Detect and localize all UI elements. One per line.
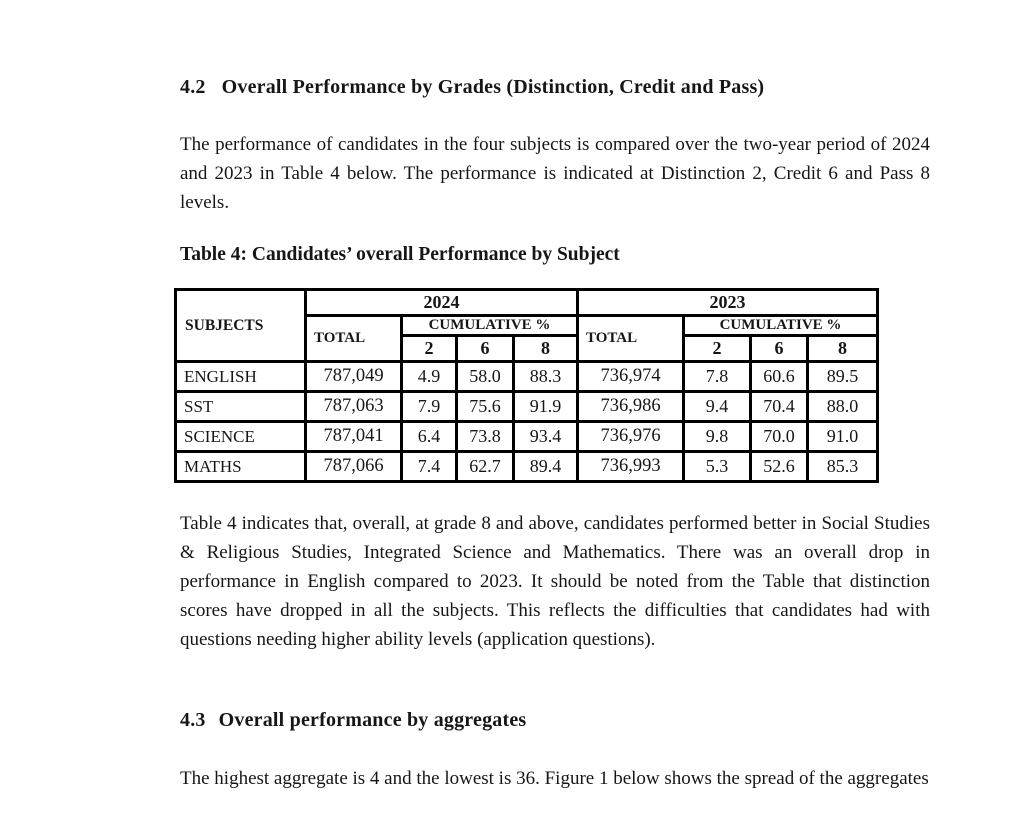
total-2024-cell: 787,066 [306,452,402,482]
table-row-english [176,362,878,392]
grade6-2024-cell: 73.8 [457,422,514,452]
performance-table [174,288,879,483]
header-grade-6-2024: 6 [457,336,514,362]
header-cumulative-2024: CUMULATIVE % [402,316,578,336]
header-year-2023: 2023 [578,290,878,316]
total-2023-cell: 736,974 [578,362,684,392]
grade8-2024-cell: 91.9 [514,392,578,422]
header-subjects: SUBJECTS [176,290,306,362]
grade8-2024-cell: 93.4 [514,422,578,452]
header-cumulative-2023: CUMULATIVE % [684,316,878,336]
header-total-2023: TOTAL [578,316,684,362]
grade8-2024-cell: 88.3 [514,362,578,392]
header-grade-8-2023: 8 [808,336,878,362]
total-2024-cell: 787,063 [306,392,402,422]
section-heading-4-3 [180,709,526,732]
total-2024-cell: 787,049 [306,362,402,392]
section-title: Overall Performance by Grades (Distinction, Credit and Pass) [221,76,765,98]
table-row-science [176,422,878,452]
subject-cell: SST [176,392,306,422]
grade2-2024-cell: 4.9 [402,362,457,392]
section-number: 4.3 [180,709,206,731]
total-2023-cell: 736,986 [578,392,684,422]
header-total-2024: TOTAL [306,316,402,362]
grade6-2023-cell: 70.4 [751,392,808,422]
grade2-2024-cell: 7.9 [402,392,457,422]
analysis-paragraph: Table 4 indicates that, overall, at grade 8 and above, candidates performed better in Social Studies & Religious Studies, Integrated Science and Mathematics. There was an overall drop in performance in English compared to 2023. It should be noted from the Table that distinction scores have dropped in all the subjects. This reflects the difficulties that candidates had with questions needing higher ability levels (application questions). [180,513,930,650]
grade2-2023-cell: 5.3 [684,452,751,482]
grade6-2024-cell: 75.6 [457,392,514,422]
grade8-2023-cell: 88.0 [808,392,878,422]
grade6-2023-cell: 70.0 [751,422,808,452]
section-title: Overall performance by aggregates [218,709,527,731]
grade6-2023-cell: 52.6 [751,452,808,482]
grade8-2023-cell: 91.0 [808,422,878,452]
grade8-2024-cell: 89.4 [514,452,578,482]
grade2-2024-cell: 6.4 [402,422,457,452]
total-2024-cell: 787,041 [306,422,402,452]
table-caption: Table 4: Candidates’ overall Performance by Subject [180,244,620,265]
total-2023-cell: 736,976 [578,422,684,452]
table-header-row-years [176,290,878,316]
section-heading-4-2 [180,76,764,99]
header-grade-8-2024: 8 [514,336,578,362]
header-year-2024: 2024 [306,290,578,316]
grade8-2023-cell: 89.5 [808,362,878,392]
subject-cell: SCIENCE [176,422,306,452]
grade2-2023-cell: 7.8 [684,362,751,392]
total-2023-cell: 736,993 [578,452,684,482]
header-grade-2-2024: 2 [402,336,457,362]
grade6-2024-cell: 62.7 [457,452,514,482]
intro-paragraph: The performance of candidates in the four subjects is compared over the two-year period of 2024 and 2023 in Table 4 below. The performance is indicated at Distinction 2, Credit 6 and Pass 8 levels. [180,134,930,213]
section-number: 4.2 [180,76,206,98]
subject-cell: MATHS [176,452,306,482]
header-grade-6-2023: 6 [751,336,808,362]
aggregates-paragraph: The highest aggregate is 4 and the lowest is 36. Figure 1 below shows the spread of the aggregates [180,768,929,789]
grade6-2024-cell: 58.0 [457,362,514,392]
grade2-2024-cell: 7.4 [402,452,457,482]
table-row-sst [176,392,878,422]
grade2-2023-cell: 9.4 [684,392,751,422]
header-grade-2-2023: 2 [684,336,751,362]
subject-cell: ENGLISH [176,362,306,392]
table-row-maths [176,452,878,482]
grade6-2023-cell: 60.6 [751,362,808,392]
grade8-2023-cell: 85.3 [808,452,878,482]
grade2-2023-cell: 9.8 [684,422,751,452]
